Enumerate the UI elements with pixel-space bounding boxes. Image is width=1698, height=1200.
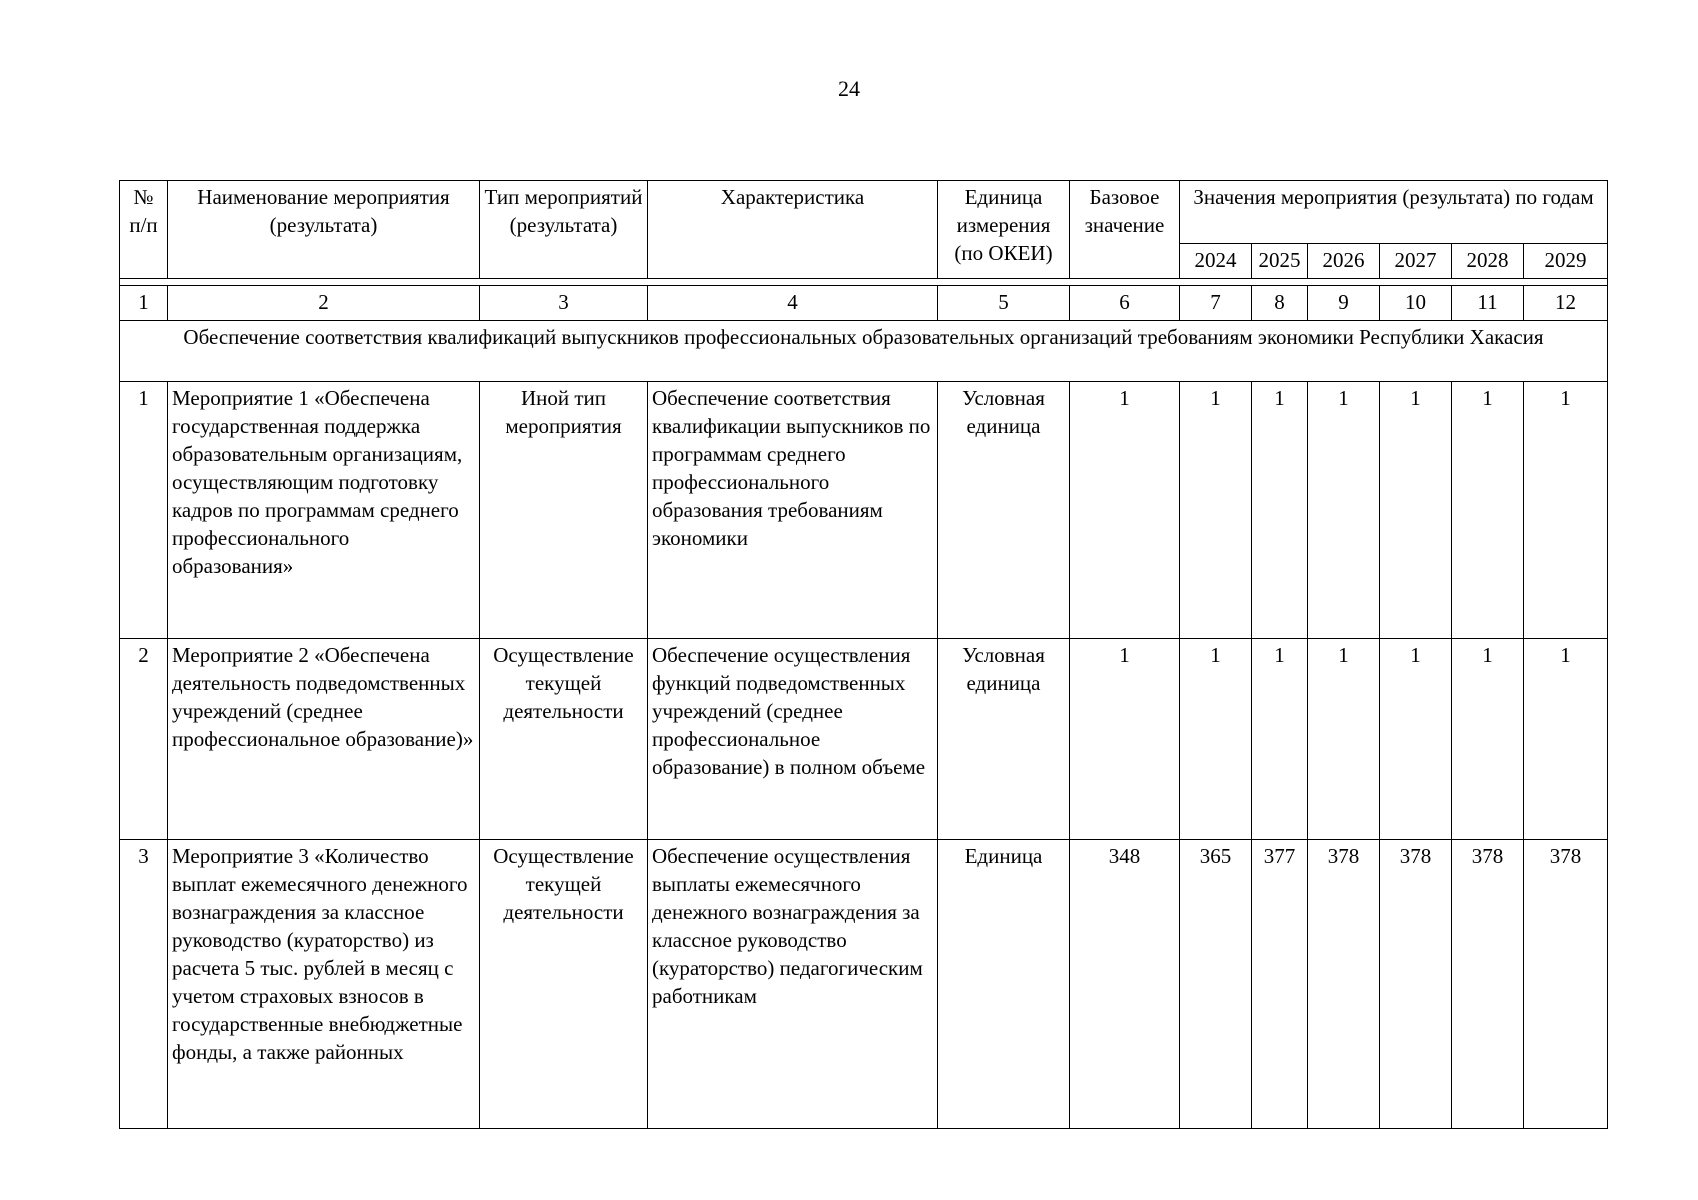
- row-value: 1: [1308, 382, 1380, 639]
- row-name: Мероприятие 2 «Обеспечена деятельность подведомственных учреждений (среднее профессиональное образование)»: [168, 639, 480, 840]
- row-value: 1: [1180, 639, 1252, 840]
- header-base: Базовое значение: [1070, 181, 1180, 279]
- header-values: Значения мероприятия (результата) по годам: [1180, 181, 1608, 244]
- row-value: 1: [1524, 639, 1608, 840]
- column-number: 4: [648, 286, 938, 321]
- row-value: 1: [1180, 382, 1252, 639]
- row-value: 1: [1452, 382, 1524, 639]
- row-value: 1: [1308, 639, 1380, 840]
- page-number: 24: [838, 76, 860, 101]
- row-value: 1: [1380, 639, 1452, 840]
- row-value: 378: [1380, 840, 1452, 1129]
- row-num: 3: [120, 840, 168, 1129]
- table-row: [120, 382, 1608, 639]
- column-number: 2: [168, 286, 480, 321]
- header-year: 2028: [1452, 244, 1524, 279]
- column-number: 1: [120, 286, 168, 321]
- row-name: Мероприятие 1 «Обеспечена государственная поддержка образовательным организациям, осуществляющим подготовку кадров по программам среднего профессионального образования»: [168, 382, 480, 639]
- column-number: 3: [480, 286, 648, 321]
- row-value: 377: [1252, 840, 1308, 1129]
- column-number: 9: [1308, 286, 1380, 321]
- column-number: 6: [1070, 286, 1180, 321]
- row-num: 1: [120, 382, 168, 639]
- header-year: 2024: [1180, 244, 1252, 279]
- row-num: 2: [120, 639, 168, 840]
- header-characteristic: Характеристика: [648, 181, 938, 279]
- row-value: 378: [1452, 840, 1524, 1129]
- row-type: Осуществление текущей деятельности: [480, 840, 648, 1129]
- column-number: 10: [1380, 286, 1452, 321]
- row-base: 1: [1070, 639, 1180, 840]
- row-value: 378: [1308, 840, 1380, 1129]
- row-base: 348: [1070, 840, 1180, 1129]
- row-characteristic: Обеспечение осуществления выплаты ежемесячного денежного вознаграждения за классное руководство (кураторство) педагогическим работникам: [648, 840, 938, 1129]
- header-unit: Единица измерения (по ОКЕИ): [938, 181, 1070, 279]
- column-number: 8: [1252, 286, 1308, 321]
- row-value: 365: [1180, 840, 1252, 1129]
- row-name: Мероприятие 3 «Количество выплат ежемесячного денежного вознаграждения за классное руководство (кураторство) из расчета 5 тыс. рублей в месяц с учетом страховых взносов в государственные внебюджетные фонды, а также районных: [168, 840, 480, 1129]
- row-value: 1: [1524, 382, 1608, 639]
- row-base: 1: [1070, 382, 1180, 639]
- row-value: 1: [1380, 382, 1452, 639]
- table-row: [120, 639, 1608, 840]
- row-value: 1: [1252, 639, 1308, 840]
- row-type: Иной тип мероприятия: [480, 382, 648, 639]
- header-year: 2027: [1380, 244, 1452, 279]
- row-type: Осуществление текущей деятельности: [480, 639, 648, 840]
- column-number: 12: [1524, 286, 1608, 321]
- table-row: [120, 840, 1608, 1129]
- row-characteristic: Обеспечение соответствия квалификации выпускников по программам среднего профессионального образования требованиям экономики: [648, 382, 938, 639]
- header-type: Тип мероприятий (результата): [480, 181, 648, 279]
- header-gap: [120, 279, 1608, 286]
- row-value: 1: [1252, 382, 1308, 639]
- measures-table: [119, 180, 1608, 1129]
- row-unit: Условная единица: [938, 639, 1070, 840]
- header-num: № п/п: [120, 181, 168, 279]
- header-year: 2029: [1524, 244, 1608, 279]
- section-title: Обеспечение соответствия квалификаций выпускников профессиональных образовательных организаций требованиям экономики Республики Хакасия: [120, 321, 1608, 382]
- section-row: [120, 321, 1608, 382]
- row-unit: Условная единица: [938, 382, 1070, 639]
- column-numbers-row: [120, 286, 1608, 321]
- header-name: Наименование мероприятия (результата): [168, 181, 480, 279]
- row-characteristic: Обеспечение осуществления функций подведомственных учреждений (среднее профессиональное образование) в полном объеме: [648, 639, 938, 840]
- header-year: 2026: [1308, 244, 1380, 279]
- row-unit: Единица: [938, 840, 1070, 1129]
- header-year: 2025: [1252, 244, 1308, 279]
- row-value: 378: [1524, 840, 1608, 1129]
- column-number: 5: [938, 286, 1070, 321]
- row-value: 1: [1452, 639, 1524, 840]
- column-number: 7: [1180, 286, 1252, 321]
- column-number: 11: [1452, 286, 1524, 321]
